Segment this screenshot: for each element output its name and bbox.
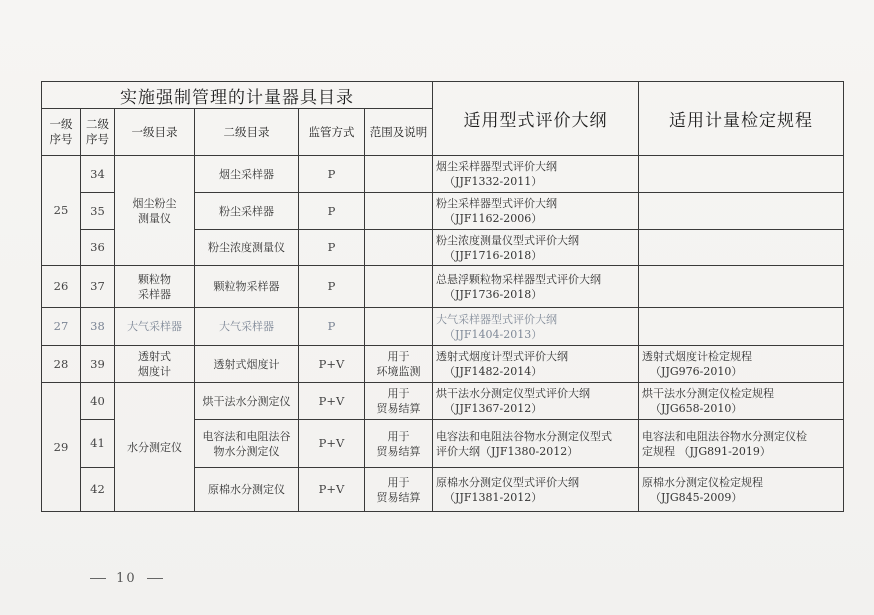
- level2-number: [81, 308, 115, 346]
- level2-number: [81, 346, 115, 383]
- level1-number-text: 28: [53, 356, 69, 371]
- level2-number-text: 36: [90, 240, 105, 254]
- verification-code: 定规程 （JJG891-2019）: [642, 444, 771, 458]
- header-level2-number-text: 二级 序号: [86, 117, 109, 146]
- level2-directory: [195, 383, 299, 420]
- outline-title: 大气采样器型式评价大纲: [436, 312, 558, 326]
- scope-notes: [365, 266, 433, 308]
- verification-regulation: [639, 230, 844, 266]
- level2-directory: [195, 468, 299, 512]
- table-row: [42, 383, 844, 420]
- level2-directory-text: 粉尘采样器: [219, 204, 274, 218]
- level1-number: [42, 266, 81, 308]
- verification-regulation: [639, 266, 844, 308]
- header-level2-directory: 二级目录: [195, 109, 299, 156]
- level2-directory: [195, 266, 299, 308]
- level1-directory: [115, 346, 195, 383]
- level1-directory-text: 透射式 烟度计: [138, 350, 171, 378]
- table-row: [42, 346, 844, 383]
- scope-notes-text: 用于 环境监测: [376, 350, 421, 378]
- level1-directory-text: 颗粒物 采样器: [138, 272, 171, 301]
- level2-directory-text: 烟尘采样器: [219, 167, 274, 181]
- level2-number: [81, 156, 115, 193]
- level1-number-text: 26: [53, 279, 69, 293]
- verification-title: 烘干法水分测定仪检定规程: [642, 387, 775, 400]
- level2-number-text: 37: [90, 279, 105, 293]
- level2-number-text: 39: [90, 356, 105, 371]
- header-level1-number: [42, 109, 81, 156]
- outline-code: （JJF1716-2018）: [444, 248, 543, 262]
- supervision-method: [299, 308, 365, 346]
- header-level1-directory: 一级目录: [115, 109, 195, 156]
- footer-dash-right: [147, 578, 163, 579]
- level2-number-text: 34: [90, 166, 105, 181]
- verification-title: 电容法和电阻法谷物水分测定仪检: [642, 429, 808, 443]
- scope-notes: [365, 193, 433, 230]
- header-supervision-method: 监管方式: [299, 109, 365, 156]
- scope-notes-text: 用于 贸易结算: [376, 429, 421, 458]
- outline-code: （JJF1404-2013）: [444, 327, 543, 341]
- outline-title: 烟尘采样器型式评价大纲: [436, 160, 558, 173]
- verification-code: （JJG976-2010）: [650, 365, 743, 378]
- level2-directory-text: 透射式烟度计: [213, 357, 280, 371]
- verification-regulation: [639, 420, 844, 468]
- header-scope-notes: 范围及说明: [365, 109, 433, 156]
- level1-number-text: 25: [53, 203, 69, 217]
- verification-title: 透射式烟度计检定规程: [642, 350, 753, 363]
- verification-regulation: [639, 383, 844, 420]
- table-row: [42, 308, 844, 346]
- scope-notes: [365, 420, 433, 468]
- pattern-evaluation-outline: [433, 420, 639, 468]
- scope-notes: [365, 468, 433, 512]
- outline-code: （JJF1381-2012）: [444, 490, 543, 504]
- scope-notes: [365, 156, 433, 193]
- outline-code: （JJF1482-2014）: [444, 365, 543, 378]
- level2-directory: [195, 308, 299, 346]
- level2-directory: [195, 193, 299, 230]
- header-level1-number-text: 一级 序号: [49, 117, 73, 146]
- header-verification-regulation: 适用计量检定规程: [639, 82, 844, 156]
- table-row: [42, 266, 844, 308]
- supervision-method-text: P: [327, 166, 336, 181]
- supervision-method-text: P+V: [318, 356, 345, 371]
- level1-number: [42, 346, 81, 383]
- scope-notes: [365, 346, 433, 383]
- level2-directory-text: 原棉水分测定仪: [208, 483, 285, 496]
- measuring-instrument-catalog-table: [41, 81, 844, 512]
- level2-number: [81, 266, 115, 308]
- outline-title: 电容法和电阻法谷物水分测定仪型式: [436, 429, 613, 443]
- page-number: 10: [116, 571, 137, 586]
- verification-code: （JJG658-2010）: [650, 402, 743, 415]
- level1-directory: [115, 383, 195, 512]
- level1-directory-text: 水分测定仪: [127, 440, 182, 454]
- supervision-method: [299, 468, 365, 512]
- pattern-evaluation-outline: [433, 308, 639, 346]
- level2-number-text: 35: [90, 203, 105, 218]
- supervision-method-text: P+V: [318, 393, 345, 408]
- level2-directory-text: 电容法和电阻法谷 物水分测定仪: [202, 429, 291, 458]
- pattern-evaluation-outline: [433, 230, 639, 266]
- level1-number-text: 27: [53, 319, 69, 333]
- outline-title: 透射式烟度计型式评价大纲: [436, 350, 569, 363]
- table-row: [42, 156, 844, 193]
- footer-dash-left: [90, 578, 106, 579]
- level2-number: [81, 468, 115, 512]
- supervision-method: [299, 346, 365, 383]
- outline-title: 粉尘采样器型式评价大纲: [436, 197, 558, 210]
- pattern-evaluation-outline: [433, 266, 639, 308]
- supervision-method-text: P: [327, 319, 336, 333]
- pattern-evaluation-outline: [433, 383, 639, 420]
- scope-notes-text: 用于 贸易结算: [376, 387, 421, 415]
- scope-notes: [365, 383, 433, 420]
- level2-number-text: 42: [90, 482, 105, 496]
- level2-number-text: 40: [90, 393, 105, 408]
- pattern-evaluation-outline: [433, 156, 639, 193]
- level1-number-text: 29: [53, 439, 69, 454]
- supervision-method-text: P: [327, 279, 336, 293]
- level1-directory-text: 烟尘粉尘 测量仪: [132, 196, 177, 225]
- pattern-evaluation-outline: [433, 193, 639, 230]
- supervision-method: [299, 266, 365, 308]
- outline-title: 原棉水分测定仪型式评价大纲: [436, 475, 580, 489]
- header-level2-number: [81, 109, 115, 156]
- supervision-method: [299, 156, 365, 193]
- outline-code: 评价大纲（JJF1380-2012）: [436, 444, 579, 458]
- verification-regulation: [639, 156, 844, 193]
- level2-directory-text: 烘干法水分测定仪: [202, 394, 291, 408]
- level2-directory: [195, 420, 299, 468]
- outline-code: （JJF1332-2011）: [444, 175, 543, 188]
- level2-number: [81, 230, 115, 266]
- level1-directory: [115, 156, 195, 266]
- page-footer: [90, 571, 163, 586]
- level2-number-text: 41: [90, 436, 105, 450]
- level1-directory-text: 大气采样器: [127, 320, 182, 333]
- level1-number: [42, 156, 81, 266]
- supervision-method: [299, 383, 365, 420]
- outline-title: 总悬浮颗粒物采样器型式评价大纲: [436, 272, 602, 286]
- outline-title: 粉尘浓度测量仪型式评价大纲: [436, 233, 580, 247]
- level1-number: [42, 308, 81, 346]
- level2-directory: [195, 156, 299, 193]
- supervision-method: [299, 230, 365, 266]
- catalog-body: [42, 156, 844, 512]
- level2-number-text: 38: [90, 319, 105, 333]
- outline-code: （JJF1367-2012）: [444, 402, 543, 415]
- scope-notes: [365, 230, 433, 266]
- verification-regulation: [639, 346, 844, 383]
- level2-directory-text: 粉尘浓度测量仪: [208, 241, 285, 254]
- level2-number: [81, 383, 115, 420]
- outline-code: （JJF1162-2006）: [444, 212, 543, 225]
- supervision-method: [299, 420, 365, 468]
- level1-directory: [115, 308, 195, 346]
- pattern-evaluation-outline: [433, 468, 639, 512]
- supervision-method-text: P: [327, 203, 336, 218]
- verification-code: （JJG845-2009）: [650, 490, 743, 504]
- verification-regulation: [639, 193, 844, 230]
- supervision-method-text: P: [327, 240, 336, 254]
- supervision-method: [299, 193, 365, 230]
- level2-directory: [195, 230, 299, 266]
- level2-number: [81, 420, 115, 468]
- scope-notes-text: 用于 贸易结算: [376, 475, 421, 504]
- level2-directory: [195, 346, 299, 383]
- outline-title: 烘干法水分测定仪型式评价大纲: [436, 387, 591, 400]
- level2-directory-text: 大气采样器: [219, 320, 274, 333]
- table-title: 实施强制管理的计量器具目录: [42, 82, 433, 109]
- verification-regulation: [639, 308, 844, 346]
- level2-directory-text: 颗粒物采样器: [213, 280, 280, 293]
- supervision-method-text: P+V: [318, 436, 345, 450]
- verification-regulation: [639, 468, 844, 512]
- level1-directory: [115, 266, 195, 308]
- outline-code: （JJF1736-2018）: [444, 287, 543, 301]
- supervision-method-text: P+V: [318, 482, 345, 496]
- verification-title: 原棉水分测定仪检定规程: [642, 475, 764, 489]
- level1-number: [42, 383, 81, 512]
- header-pattern-evaluation-outline: 适用型式评价大纲: [433, 82, 639, 156]
- level2-number: [81, 193, 115, 230]
- pattern-evaluation-outline: [433, 346, 639, 383]
- scope-notes: [365, 308, 433, 346]
